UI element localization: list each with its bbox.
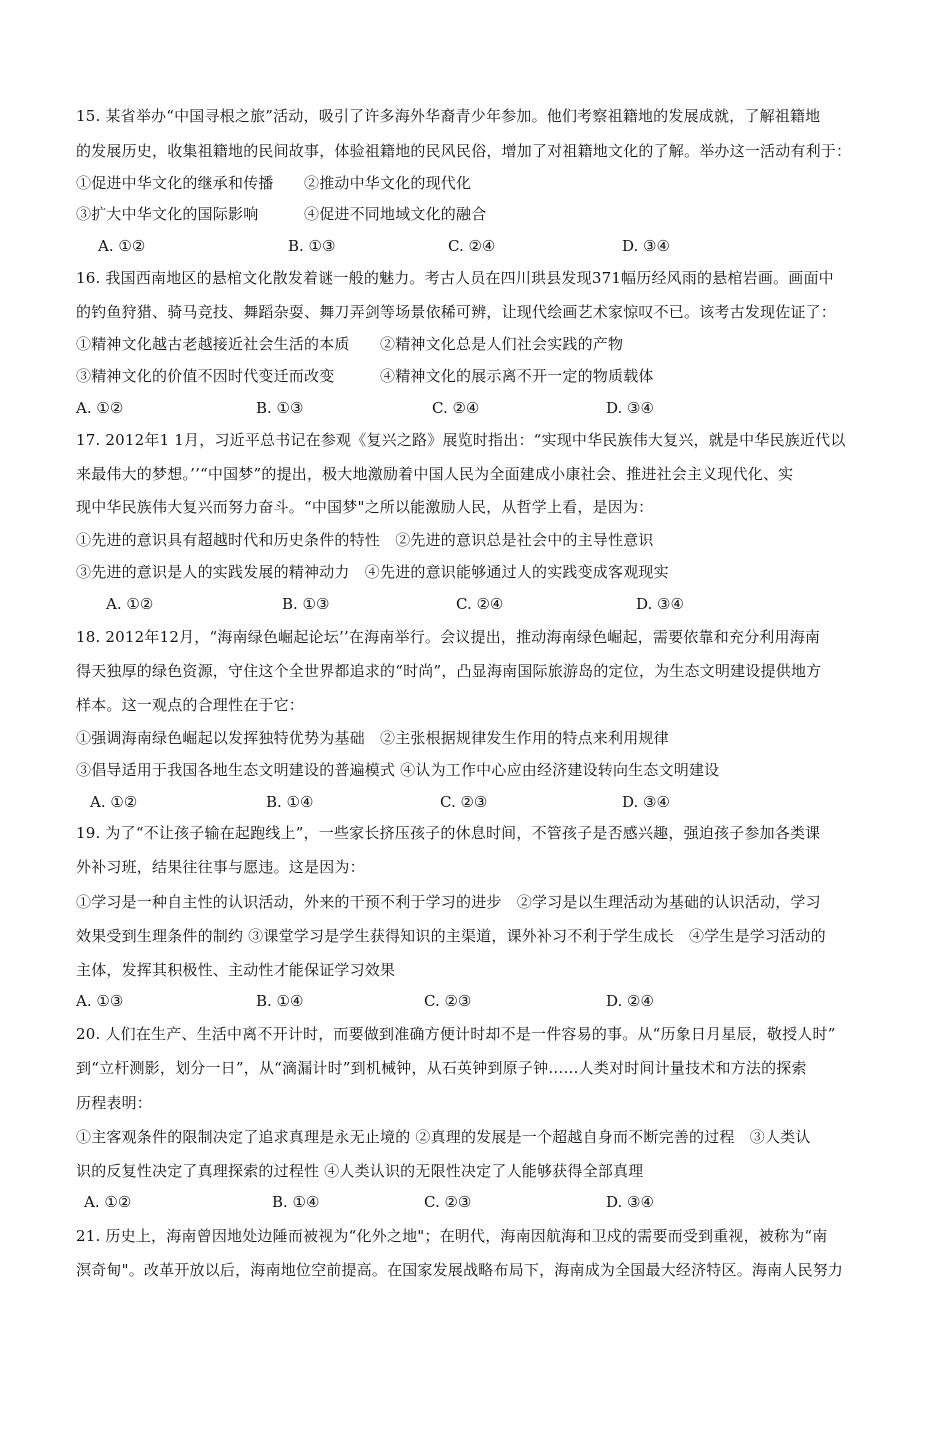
option-c: C. ②④	[456, 595, 504, 613]
question-text-line: 17. 2012年1 1月，习近平总书记在参观《复兴之路》展览时指出：“实现中华民族伟大复兴，就是中华民族近代以	[76, 431, 846, 449]
option-b: B. ①④	[266, 793, 314, 811]
question-text-line: 样本。这一观点的合理性在于它：	[76, 696, 305, 714]
option-a: A. ①②	[90, 793, 138, 811]
option-d: D. ③④	[622, 793, 670, 811]
option-c: C. ②③	[440, 793, 488, 811]
question-text-line: 15. 某省举办“中国寻根之旅”活动，吸引了许多海外华裔青少年参加。他们考察祖籍地的发展成就，了解祖籍地	[76, 107, 821, 125]
question-text-line: 历程表明：	[76, 1094, 153, 1112]
choice-statement-line: ①主客观条件的限制决定了追求真理是永无止境的 ②真理的发展是一个超越自身而不断完善的过程 ③人类认	[76, 1128, 811, 1146]
option-a: A. ①③	[76, 992, 124, 1010]
option-a: A. ①②	[98, 237, 146, 255]
option-b: B. ①③	[256, 399, 304, 417]
choice-statement-line: ①先进的意识具有超越时代和历史条件的特性 ②先进的意识总是社会中的主导性意识	[76, 531, 654, 549]
question-text-line: 18. 2012年12月，“海南绿色崛起论坛’’在海南举行。会议提出，推动海南绿色崛起，需要依靠和充分利用海南	[76, 628, 821, 646]
option-d: D. ③④	[606, 1193, 654, 1211]
option-d: D. ③④	[636, 595, 684, 613]
question-text-line: 到“立杆测影，划分一日”，从“滴漏计时”到机械钟，从石英钟到原子钟……人类对时间计量技术和方法的探索	[76, 1059, 807, 1077]
option-a: A. ①②	[84, 1193, 132, 1211]
choice-statement-line: ①精神文化越古老越接近社会生活的本质 ②精神文化总是人们社会实践的产物	[76, 335, 624, 353]
choice-statement-line: ③精神文化的价值不因时代变迁而改变 ④精神文化的展示离不开一定的物质载体	[76, 367, 654, 385]
option-b: B. ①④	[272, 1193, 320, 1211]
question-text-line: 20. 人们在生产、生活中离不开计时，而要做到准确方便计时却不是一件容易的事。从“历象日月星辰，敬授人时”	[76, 1025, 836, 1043]
question-text-line: 外补习班，结果往往事与愿违。这是因为：	[76, 858, 365, 876]
choice-statement-line: ③倡导适用于我国各地生态文明建设的普遍模式 ④认为工作中心应由经济建设转向生态文明建设	[76, 761, 720, 779]
choice-statement-line: 效果受到生理条件的制约 ③课堂学习是学生获得知识的主渠道，课外补习不利于学生成长 ④学生是学习活动的	[76, 927, 826, 945]
answer-options	[76, 792, 896, 812]
question-text-line: 来最伟大的梦想。’’“中国梦”的提出，极大地激励着中国人民为全面建成小康社会、推进社会主义现代化、实	[76, 465, 794, 483]
answer-options	[76, 1192, 896, 1212]
choice-statement-line: ③扩大中华文化的国际影响 ④促进不同地域文化的融合	[76, 205, 487, 223]
option-c: C. ②④	[432, 399, 480, 417]
answer-options	[76, 236, 896, 256]
option-b: B. ①③	[282, 595, 330, 613]
choice-statement-line: 识的反复性决定了真理探索的过程性 ④人类认识的无限性决定了人能够获得全部真理	[76, 1162, 644, 1180]
question-text-line: 21. 历史上，海南曾因地处边陲而被视为“化外之地"；在明代，海南因航海和卫戍的需要而受到重视，被称为“南	[76, 1227, 828, 1245]
option-d: D. ③④	[606, 399, 654, 417]
answer-options	[76, 594, 896, 614]
question-text-line: 得天独厚的绿色资源，守住这个全世界都追求的“时尚”，凸显海南国际旅游岛的定位，为生态文明建设提供地方	[76, 662, 822, 680]
option-d: D. ②④	[606, 992, 654, 1010]
answer-options	[76, 991, 896, 1011]
choice-statement-line: 主体，发挥其积极性、主动性才能保证学习效果	[76, 961, 396, 979]
choice-statement-line: ①学习是一种自主性的认识活动，外来的干预不利于学习的进步 ②学习是以生理活动为基础的认识活动，学习	[76, 893, 821, 911]
option-a: A. ①②	[106, 595, 154, 613]
choice-statement-line: ③先进的意识是人的实践发展的精神动力 ④先进的意识能够通过人的实践变成客观现实	[76, 563, 669, 581]
question-text-line: 19. 为了“不让孩子输在起跑线上”，一些家长挤压孩子的休息时间，不管孩子是否感兴趣，强迫孩子参加各类课	[76, 824, 821, 842]
option-c: C. ②③	[424, 992, 472, 1010]
option-d: D. ③④	[622, 237, 670, 255]
question-text-line: 的钓鱼狩猎、骑马竞技、舞蹈杂耍、舞刀弄剑等场景依稀可辨，让现代绘画艺术家惊叹不已。该考古发现佐证了：	[76, 303, 837, 321]
choice-statement-line: ①促进中华文化的继承和传播 ②推动中华文化的现代化	[76, 174, 472, 192]
question-text-line: 现中华民族伟大复兴而努力奋斗。“中国梦"之所以能激励人民，从哲学上看，是因为：	[76, 498, 654, 516]
option-b: B. ①④	[256, 992, 304, 1010]
answer-options	[76, 398, 896, 418]
option-c: C. ②④	[448, 237, 496, 255]
option-a: A. ①②	[76, 399, 124, 417]
question-text-line: 的发展历史，收集祖籍地的民间故事，体验祖籍地的民风民俗，增加了对祖籍地文化的了解。举办这一活动有利于：	[76, 142, 852, 160]
option-c: C. ②③	[424, 1193, 472, 1211]
question-text-line: 溟奇甸"。改革开放以后，海南地位空前提高。在国家发展战略布局下，海南成为全国最大经济特区。海南人民努力	[76, 1261, 844, 1279]
option-b: B. ①③	[288, 237, 336, 255]
choice-statement-line: ①强调海南绿色崛起以发挥独特优势为基础 ②主张根据规律发生作用的特点来利用规律	[76, 729, 669, 747]
question-text-line: 16. 我国西南地区的悬棺文化散发着谜一般的魅力。考古人员在四川珙县发现371幅历经风雨的悬棺岩画。画面中	[76, 269, 834, 287]
